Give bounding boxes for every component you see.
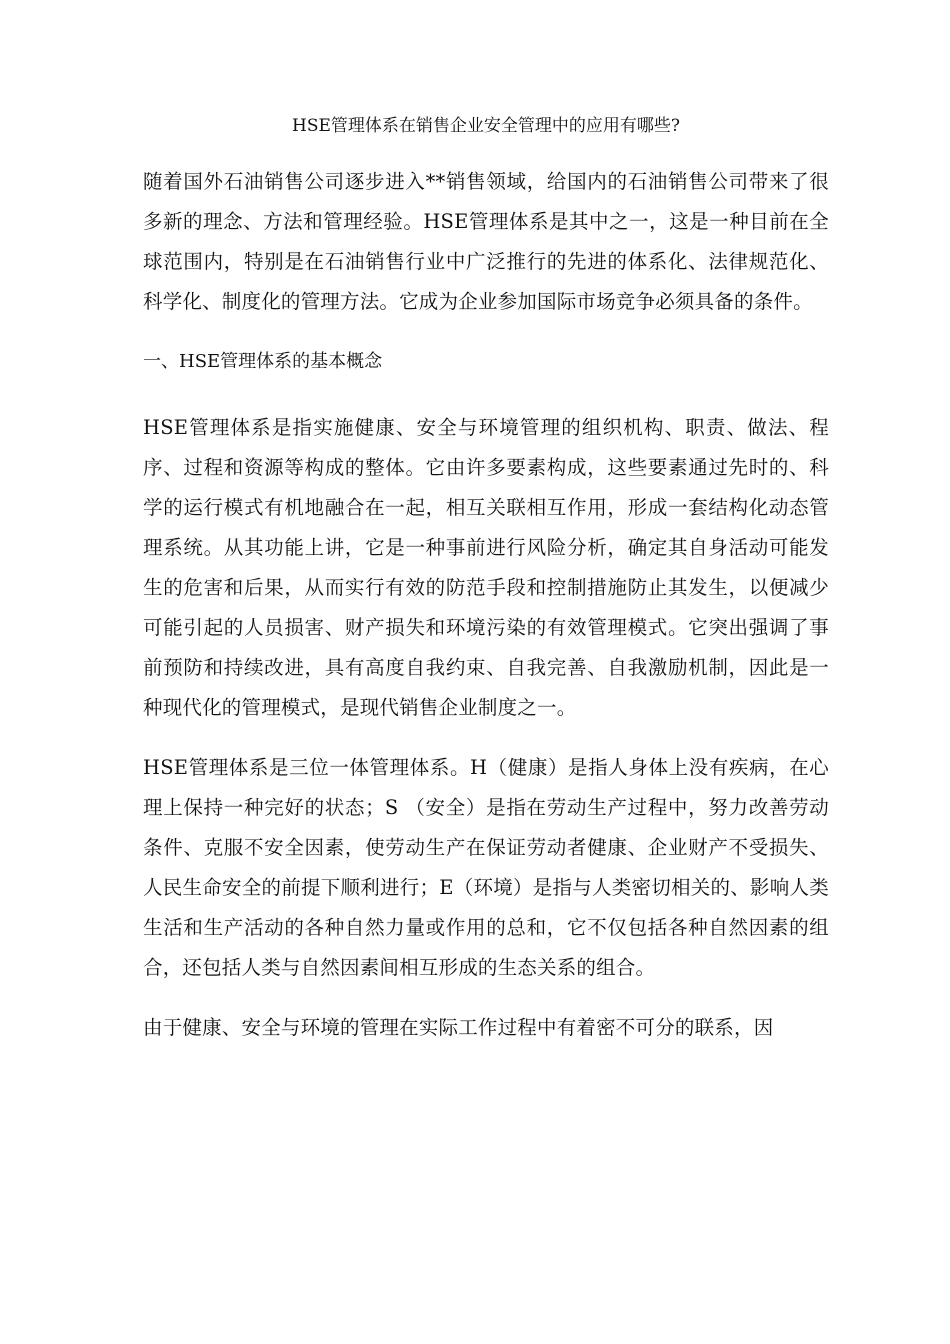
section-heading: 一、HSE管理体系的基本概念: [143, 351, 383, 372]
definition-paragraph: HSE管理体系是指实施健康、安全与环境管理的组织机构、职责、做法、程序、过程和资源等构成的整体。它由许多要素构成，这些要素通过先时的、科学的运行模式有机地融合在一起，相互关联相互作用，形成一套结构化动态管理系统。从其功能上讲，它是一种事前进行风险分析，确定其自身活动可能发生的危害和后果，从而实行有效的防范手段和控制措施防止其发生，以便减少可能引起的人员损害、财产损失和环境污染的有效管理模式。它突出强调了事前预防和持续改进，具有高度自我约束、自我完善、自我激励机制，因此是一种现代化的管理模式，是现代销售企业制度之一。: [143, 416, 829, 719]
document-title: HSE管理体系在销售企业安全管理中的应用有哪些?: [292, 116, 680, 136]
continuation-paragraph: 由于健康、安全与环境的管理在实际工作过程中有着密不可分的联系，因: [143, 1016, 774, 1039]
hse-explanation-paragraph: HSE管理体系是三位一体管理体系。H（健康）是指人身体上没有疾病，在心理上保持一种完好的状态；S （安全）是指在劳动生产过程中，努力改善劳动条件、克服不安全因素，使劳动生产在保证劳动者健康、企业财产不受损失、人民生命安全的前提下顺利进行；E（环境）是指与人类密切相关的、影响人类生活和生产活动的各种自然力量或作用的总和，它不仅包括各种自然因素的组合，还包括人类与自然因素间相互形成的生态关系的组合。: [143, 756, 829, 979]
document-page: [143, 112, 829, 1068]
intro-paragraph: 随着国外石油销售公司逐步进入**销售领域，给国内的石油销售公司带来了很多新的理念、方法和管理经验。HSE管理体系是其中之一，这是一种目前在全球范围内，特别是在石油销售行业中广泛推行的先进的体系化、法律规范化、科学化、制度化的管理方法。它成为企业参加国际市场竞争必须具备的条件。: [143, 170, 829, 313]
